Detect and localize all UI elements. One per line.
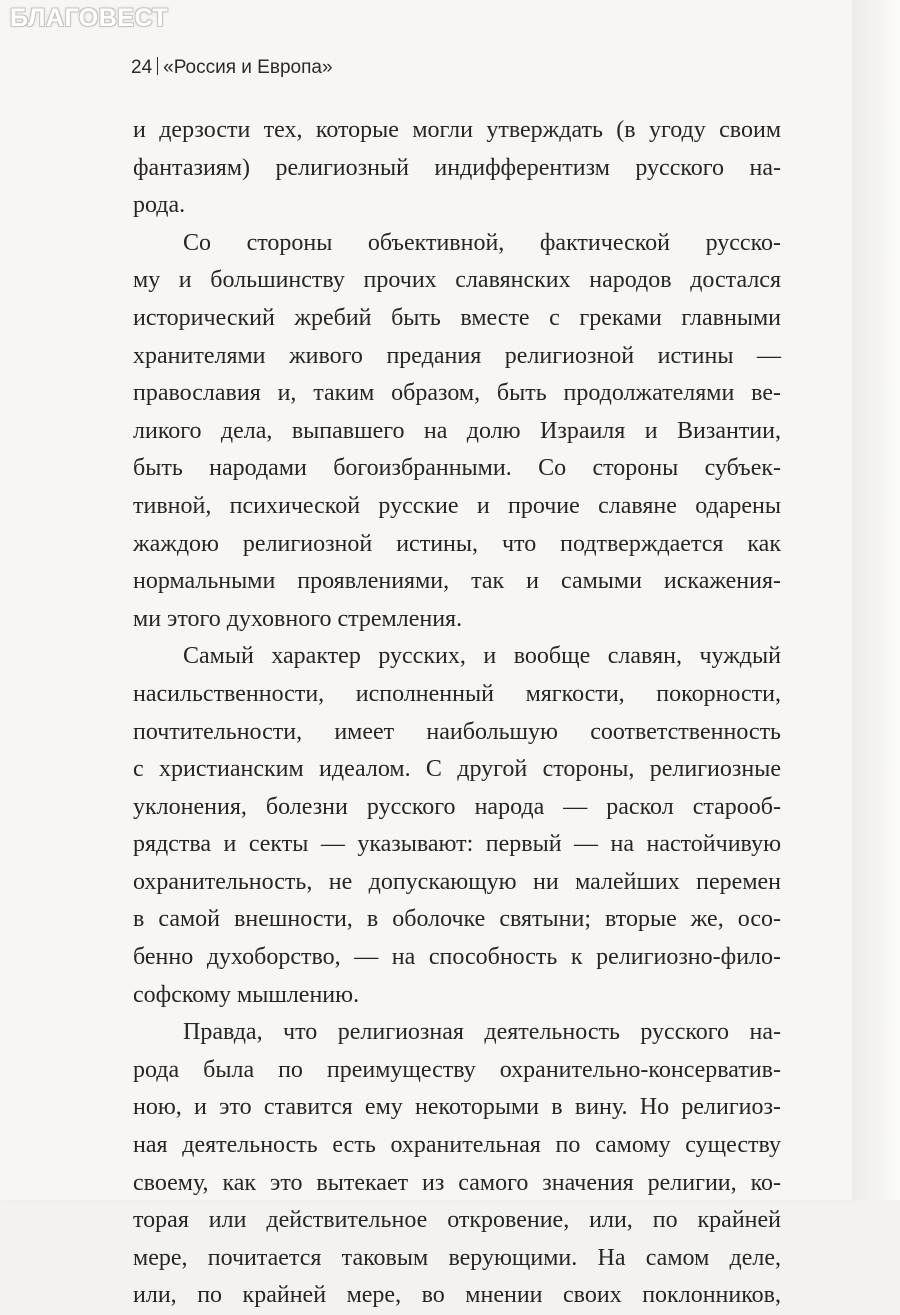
text-line: ми этого духовного стремления. bbox=[133, 605, 463, 632]
text-line: му и большинству прочих славянских народов достался bbox=[133, 267, 781, 294]
page-edge bbox=[852, 0, 900, 1200]
paragraph bbox=[133, 638, 781, 1014]
paragraph bbox=[133, 112, 781, 225]
text-line: рядства и секты — указывают: первый — на настойчивую bbox=[133, 831, 781, 858]
text-line: Со стороны объективной, фактической русско- bbox=[183, 229, 781, 256]
text-line: рода была по преимуществу охранительно-консерватив- bbox=[133, 1056, 781, 1083]
watermark-logo: БЛАГОВЕСТ bbox=[10, 4, 169, 32]
body-text bbox=[133, 112, 781, 1315]
text-line: уклонения, болезни русского народа — раскол старооб- bbox=[133, 793, 781, 820]
text-line: нормальными проявлениями, так и самыми искажения- bbox=[133, 568, 781, 595]
text-line: своему, как это вытекает из самого значения религии, ко- bbox=[133, 1169, 781, 1196]
text-line: православия и, таким образом, быть продолжателями ве- bbox=[133, 380, 781, 407]
text-line: ною, и это ставится ему некоторыми в вину. Но религиоз- bbox=[133, 1094, 781, 1121]
paragraph bbox=[133, 1014, 781, 1315]
running-head bbox=[131, 57, 333, 79]
text-line: рода. bbox=[133, 192, 186, 219]
text-line: почтительности, имеет наибольшую соответственность bbox=[133, 718, 781, 745]
text-line: насильственности, исполненный мягкости, покорности, bbox=[133, 680, 781, 707]
text-line: и дерзости тех, которые могли утверждать (в угоду своим bbox=[133, 117, 781, 143]
running-title: «Россия и Европа» bbox=[163, 57, 333, 78]
text-line: исторический жребий быть вместе с греками главными bbox=[133, 304, 781, 331]
header-separator bbox=[157, 57, 158, 75]
text-line: ликого дела, выпавшего на долю Израиля и Византии, bbox=[133, 417, 781, 444]
text-line: с христианским идеалом. С другой стороны, религиозные bbox=[133, 756, 781, 783]
text-line: быть народами богоизбранными. Со стороны субъек- bbox=[133, 455, 781, 482]
text-line: торая или действительное откровение, или, по крайней bbox=[133, 1207, 781, 1234]
text-line: Самый характер русских, и вообще славян, чуждый bbox=[183, 643, 781, 670]
page-number: 24 bbox=[131, 57, 153, 78]
text-line: ная деятельность есть охранительная по самому существу bbox=[133, 1132, 781, 1159]
text-line: мере, почитается таковым верующими. На самом деле, bbox=[133, 1244, 781, 1271]
text-line: Правда, что религиозная деятельность русского на- bbox=[183, 1019, 781, 1046]
paragraph bbox=[133, 225, 781, 639]
text-line: охранительность, не допускающую ни малейших перемен bbox=[133, 868, 781, 895]
text-line: в самой внешности, в оболочке святыни; вторые же, осо- bbox=[133, 906, 781, 933]
text-line: фантазиям) религиозный индифферентизм русского на- bbox=[133, 154, 781, 181]
text-line: тивной, психической русские и прочие славяне одарены bbox=[133, 492, 781, 519]
text-line: или, по крайней мере, во мнении своих поклонников, bbox=[133, 1282, 781, 1309]
text-line: софскому мышлению. bbox=[133, 981, 360, 1008]
text-line: жаждою религиозной истины, что подтверждается как bbox=[133, 530, 781, 557]
text-line: хранителями живого предания религиозной истины — bbox=[133, 342, 781, 369]
text-line: бенно духоборство, — на способность к религиозно-фило- bbox=[133, 944, 781, 971]
